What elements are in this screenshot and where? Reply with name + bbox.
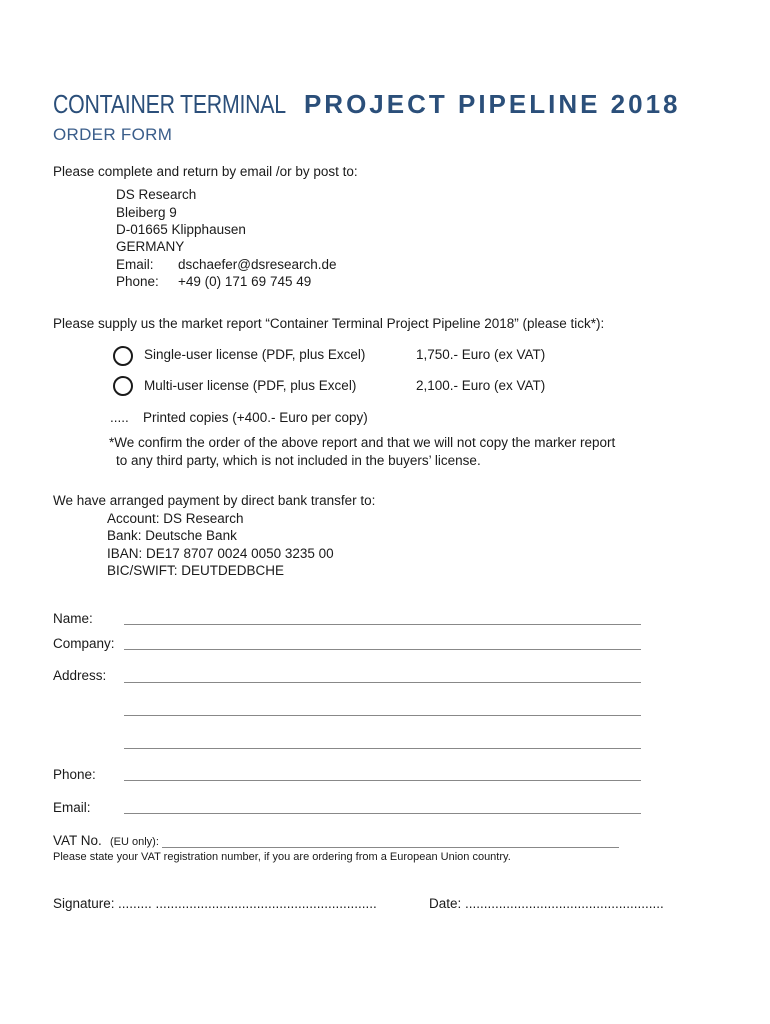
address-city: D-01665 Klipphausen xyxy=(116,222,246,237)
supply-text: Please supply us the market report “Container Terminal Project Pipeline 2018” (please tick*): xyxy=(53,316,605,331)
payment-bic: BIC/SWIFT: DEUTDEDBCHE xyxy=(107,563,285,578)
address-field-line-1[interactable] xyxy=(124,682,641,683)
signature-field[interactable]: ......... ........................................................... xyxy=(118,896,377,911)
vat-label: VAT No. xyxy=(53,833,102,848)
title-part-bold: PROJECT PIPELINE 2018 xyxy=(303,89,681,119)
payment-intro: We have arranged payment by direct bank transfer to: xyxy=(53,493,376,508)
payment-account: Account: DS Research xyxy=(107,511,244,526)
multi-user-checkbox[interactable] xyxy=(113,376,133,396)
address-country: GERMANY xyxy=(116,239,185,254)
payment-bank: Bank: Deutsche Bank xyxy=(107,528,237,543)
address-email[interactable]: dschaefer@dsresearch.de xyxy=(178,257,337,272)
payment-iban: IBAN: DE17 8707 0024 0050 3235 00 xyxy=(107,546,334,561)
name-field[interactable] xyxy=(124,624,641,625)
printed-copies-quantity[interactable]: ..... xyxy=(110,410,129,425)
address-field-line-3[interactable] xyxy=(124,748,641,749)
address-email-label: Email: xyxy=(116,257,154,272)
address-street: Bleiberg 9 xyxy=(116,205,177,220)
phone-field[interactable] xyxy=(124,780,641,781)
date-field[interactable]: ..................................................... xyxy=(465,896,664,911)
multi-user-price: 2,100.- Euro (ex VAT) xyxy=(416,378,546,393)
name-label: Name: xyxy=(53,611,93,626)
single-user-price: 1,750.- Euro (ex VAT) xyxy=(416,347,546,362)
email-label: Email: xyxy=(53,800,91,815)
address-phone: +49 (0) 171 69 745 49 xyxy=(178,274,312,289)
title-part-thin: CONTAINER TERMINAL xyxy=(53,89,286,119)
company-field[interactable] xyxy=(124,649,641,650)
vat-help-text: Please state your VAT registration number, if you are ordering from a European Union country. xyxy=(53,851,511,863)
single-user-label: Single-user license (PDF, plus Excel) xyxy=(144,347,366,362)
vat-note: (EU only): xyxy=(110,836,159,848)
date-label: Date: xyxy=(429,896,462,911)
company-label: Company: xyxy=(53,636,115,651)
form-subtitle: ORDER FORM xyxy=(53,125,173,144)
single-user-checkbox[interactable] xyxy=(113,346,133,366)
multi-user-label: Multi-user license (PDF, plus Excel) xyxy=(144,378,357,393)
intro-text: Please complete and return by email /or by post to: xyxy=(53,164,358,179)
address-label: Address: xyxy=(53,668,107,683)
address-company: DS Research xyxy=(116,187,197,202)
vat-field[interactable] xyxy=(162,847,619,848)
email-field[interactable] xyxy=(124,813,641,814)
confirm-line-1: *We confirm the order of the above report and that we will not copy the marker report xyxy=(109,435,616,450)
form-title xyxy=(53,89,681,120)
address-phone-label: Phone: xyxy=(116,274,159,289)
address-field-line-2[interactable] xyxy=(124,715,641,716)
phone-label: Phone: xyxy=(53,767,96,782)
signature-label: Signature: xyxy=(53,896,115,911)
confirm-line-2: to any third party, which is not included in the buyers’ license. xyxy=(116,453,481,468)
printed-copies-label: Printed copies (+400.- Euro per copy) xyxy=(143,410,368,425)
